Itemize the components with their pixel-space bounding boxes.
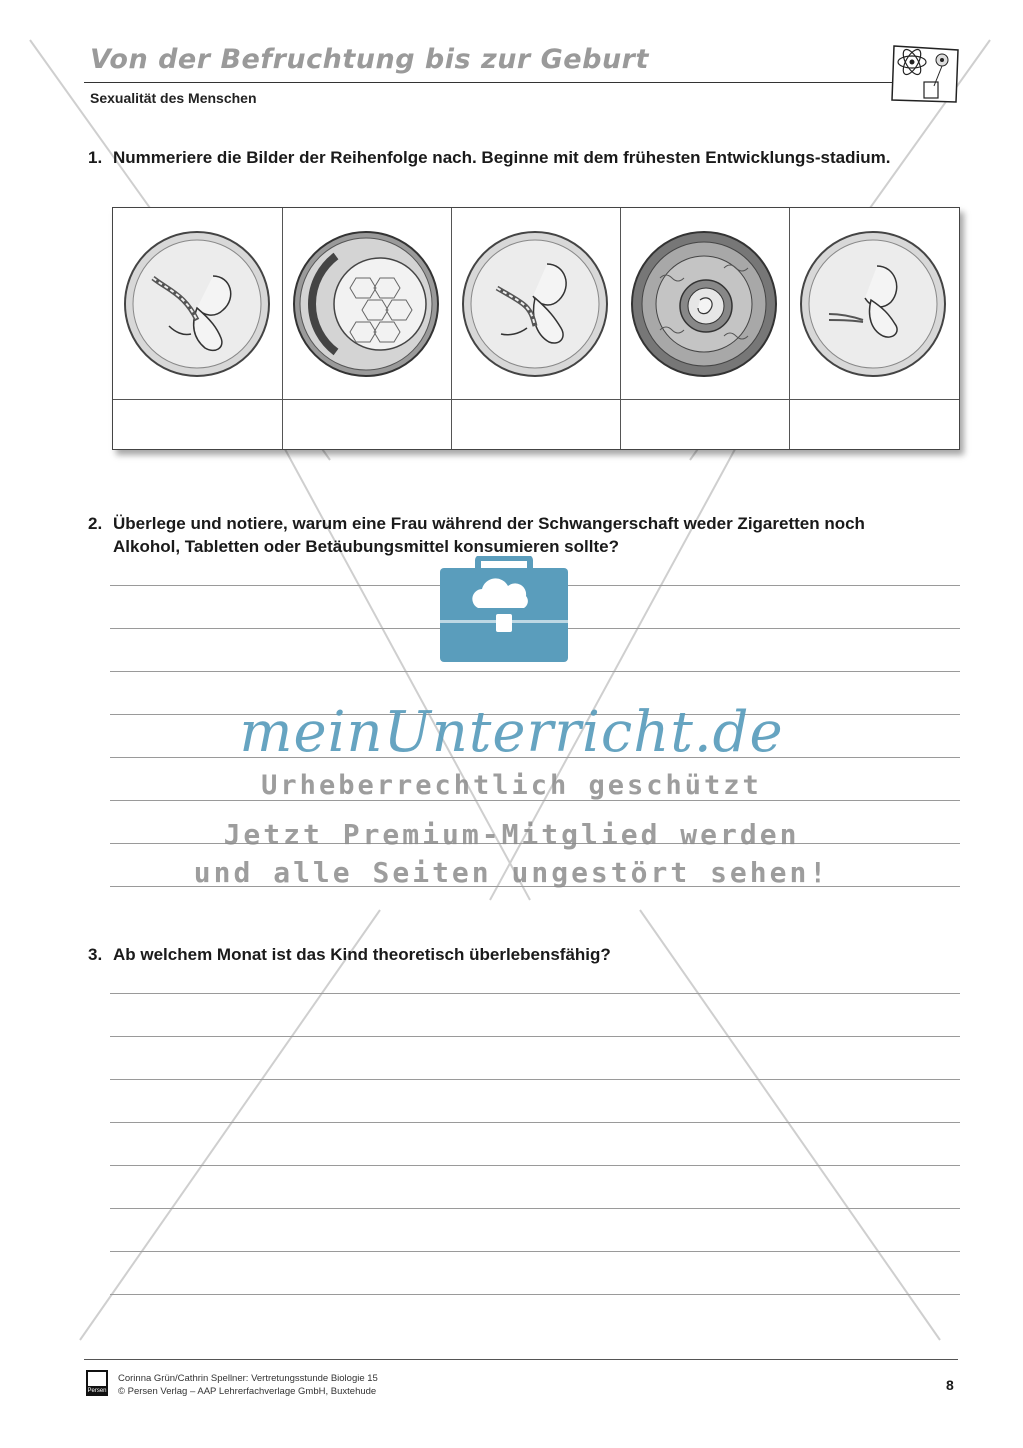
answer-box-1[interactable] — [113, 400, 283, 449]
footer-divider — [84, 1359, 958, 1360]
task-1-number: 1. — [88, 148, 103, 167]
watermark-premium-line-2: und alle Seiten ungestört sehen! — [193, 856, 830, 889]
title-divider — [84, 82, 896, 83]
early-fetus-icon — [789, 208, 958, 399]
fetus-icon — [451, 208, 620, 399]
task-2-text: Überlege und notiere, warum eine Frau während der Schwangerschaft weder Zigaretten noch Alkohol, Tabletten oder Betäubungsmittel konsumieren sollte? — [113, 514, 865, 556]
task-3-text: Ab welchem Monat ist das Kind theoretisch überlebensfähig? — [113, 945, 611, 964]
embryo-in-uterus-icon — [620, 208, 789, 399]
publisher-logo — [86, 1370, 108, 1396]
task-1-text: Nummeriere die Bilder der Reihenfolge nach. Beginne mit dem frühesten Entwicklungs-stadium. — [113, 148, 891, 167]
fetus-icon — [113, 208, 282, 399]
task-2 — [88, 512, 918, 558]
watermark-copyright: Urheberrechtlich geschützt — [261, 770, 762, 801]
worksheet-title: Von der Befruchtung bis zur Geburt — [90, 44, 649, 75]
blastocyst-icon — [282, 208, 451, 399]
publisher-logo-text: Persen — [87, 1388, 107, 1394]
task-2-number: 2. — [88, 514, 103, 533]
page-number: 8 — [946, 1377, 954, 1393]
answer-box-2[interactable] — [282, 400, 452, 449]
worksheet-subtitle: Sexualität des Menschen — [90, 90, 257, 106]
atom-flower-logo-icon — [886, 40, 966, 106]
task-1 — [88, 146, 918, 169]
footer-authors: Corinna Grün/Cathrin Spellner: Vertretungsstunde Biologie 15 — [118, 1373, 378, 1384]
ordering-table — [112, 207, 960, 450]
watermark-premium-line-1: Jetzt Premium-Mitglied werden — [223, 818, 800, 851]
watermark-brand: meinUnterricht.de — [239, 700, 784, 765]
answer-box-5[interactable] — [789, 400, 959, 449]
footer-credits — [118, 1372, 378, 1398]
task-3-number: 3. — [88, 945, 103, 964]
answer-lines-task-3[interactable] — [110, 993, 960, 1295]
briefcase-cloud-icon — [438, 556, 570, 664]
answer-box-4[interactable] — [620, 400, 790, 449]
answer-box-3[interactable] — [451, 400, 621, 449]
task-3 — [88, 943, 918, 966]
footer-copyright: © Persen Verlag – AAP Lehrerfachverlage GmbH, Buxtehude — [118, 1386, 377, 1397]
